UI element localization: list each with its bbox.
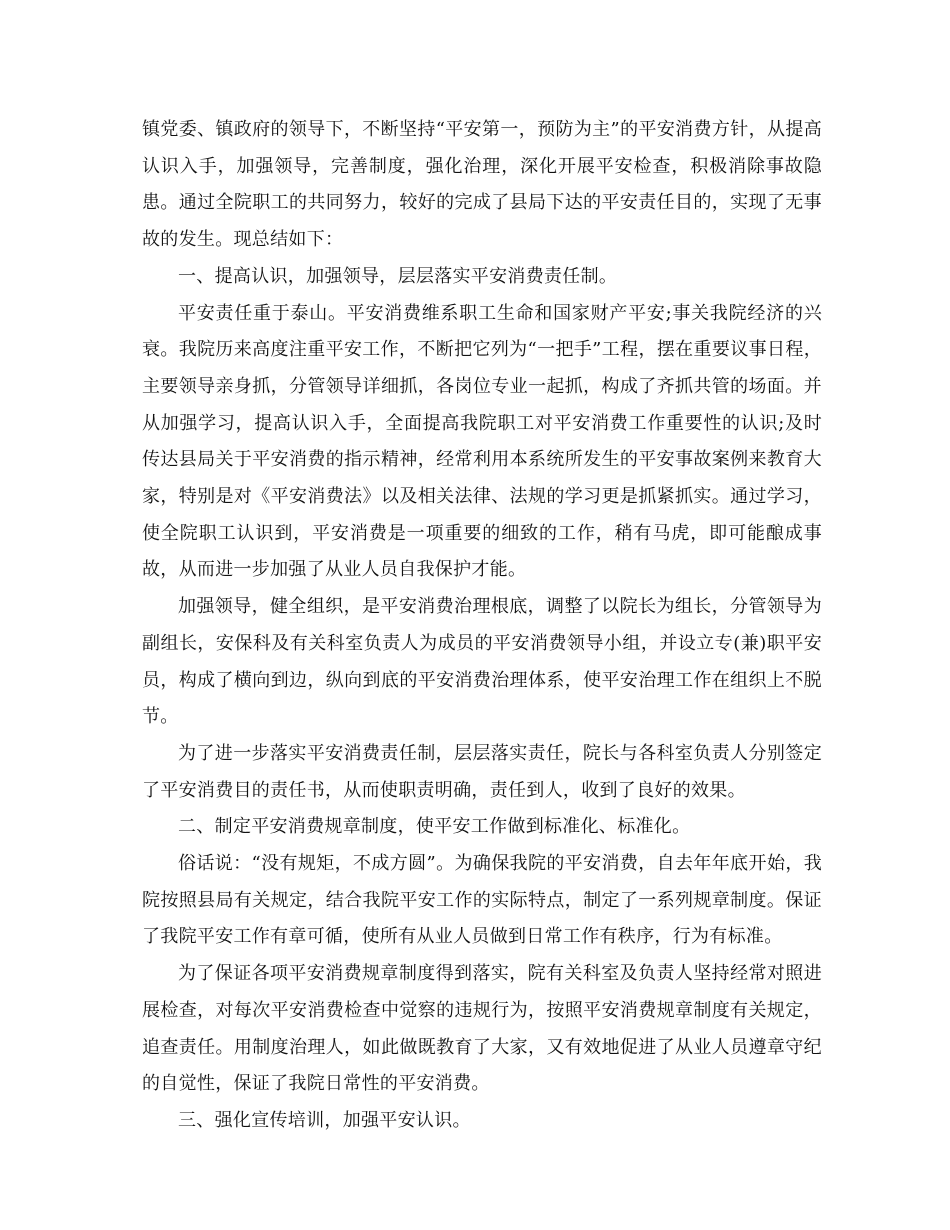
paragraph-responsibility: 平安责任重于泰山。平安消费维系职工生命和国家财产平安;事关我院经济的兴衰。我院历来高度注重平安工作，不断把它列为“一把手”工程，摆在重要议事日程，主要领导亲身抓，分管领导详细抓，各岗位专业一起抓，构成了齐抓共管的场面。并从加强学习，提高认识入手，全面提高我院职工对平安消费工作重要性的认识;及时传达县局关于平安消费的指示精神，经常利用本系统所发生的平安事故案例来教育大家，特别是对《平安消费法》以及相关法律、法规的学习更是抓紧抓实。通过学习，使全院职工认识到，平安消费是一项重要的细致的工作，稍有马虎，即可能酿成事故，从而进一步加强了从业人员自我保护才能。	[142, 302, 822, 581]
paragraph-regulations: 俗话说：“没有规矩，不成方圆”。为确保我院的平安消费，自去年年底开始，我院按照县局有关规定，结合我院平安工作的实际特点，制定了一系列规章制度。保证了我院平安工作有章可循，使所有从业人员做到日常工作有秩序，行为有标准。	[142, 853, 822, 948]
heading-section-3: 三、强化宣传培训，加强平安认识。	[178, 1109, 471, 1131]
document-body	[142, 112, 822, 1140]
paragraph-enforcement: 为了保证各项平安消费规章制度得到落实，院有关科室及负责人坚持经常对照进展检查，对每次平安消费检查中觉察的违规行为，按照平安消费规章制度有关规定，追查责任。用制度治理人，如此做既教育了大家，又有效地促进了从业人员遵章守纪的自觉性，保证了我院日常性的平安消费。	[142, 963, 822, 1095]
paragraph-intro: 镇党委、镇政府的领导下，不断坚持“平安第一，预防为主”的平安消费方针，从提高认识入手，加强领导，完善制度，强化治理，深化开展平安检查，积极消除事故隐患。通过全院职工的共同努力，较好的完成了县局下达的平安责任目的，实现了无事故的发生。现总结如下：	[142, 119, 822, 251]
paragraph-leadership: 加强领导，健全组织，是平安消费治理根底，调整了以院长为组长，分管领导为副组长，安保科及有关科室负责人为成员的平安消费领导小组，并设立专(兼)职平安员，构成了横向到边，纵向到底的平安消费治理体系，使平安治理工作在组织上不脱节。	[142, 596, 822, 728]
paragraph-responsibility-system: 为了进一步落实平安消费责任制，层层落实责任，院长与各科室负责人分别签定了平安消费目的责任书，从而使职责明确，责任到人，收到了良好的效果。	[142, 742, 822, 801]
heading-section-1: 一、提高认识，加强领导，层层落实平安消费责任制。	[178, 265, 618, 287]
heading-section-2: 二、制定平安消费规章制度，使平安工作做到标准化、标准化。	[178, 816, 691, 838]
